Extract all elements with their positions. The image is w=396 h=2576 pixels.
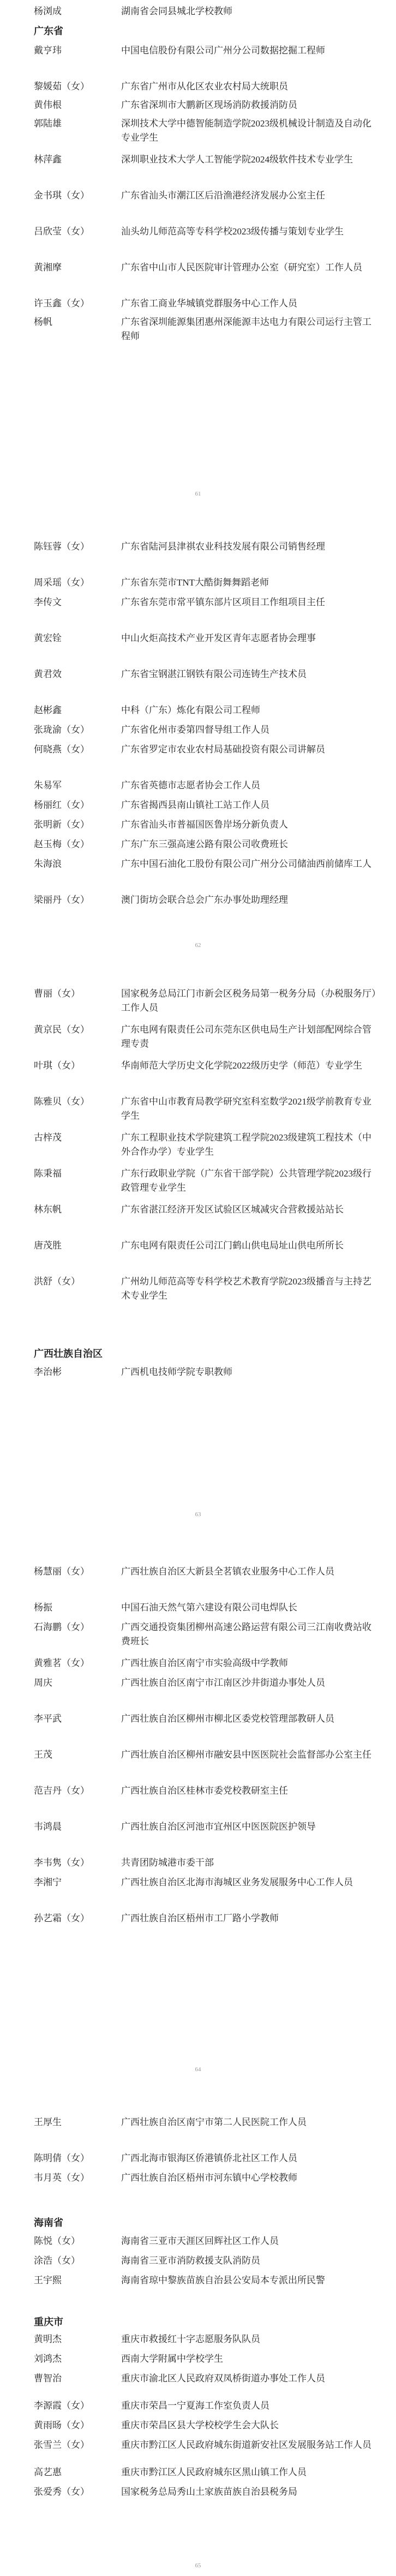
person-affiliation: 广东工程职业技术学院建筑工程学院2023级建筑工程技术（中外合作办学）专业学生 xyxy=(121,1132,371,1157)
person-affiliation: 重庆市渝北区人民政府双凤桥街道办事处工作人员 xyxy=(121,2373,325,2384)
person-name: 刘鸿杰 xyxy=(34,2354,62,2364)
person-affiliation: 广东省广州市从化区农业农村局大统职员 xyxy=(121,81,288,92)
person-affiliation: 海南省三亚市天涯区回辉社区工作人员 xyxy=(121,2236,279,2246)
person-name: 黄宏铨 xyxy=(34,633,62,643)
person-affiliation: 澳门街坊会联合总会广东办事处助理经理 xyxy=(121,895,288,905)
person-name: 黄雅茗（女） xyxy=(34,1658,89,1668)
person-affiliation: 广州幼儿师范高等专科学校艺术教育学院2023级播音与主持艺术专业学生 xyxy=(121,1276,371,1301)
person-name: 古梓茂 xyxy=(34,1132,62,1143)
province-heading: 广东省 xyxy=(34,26,63,37)
person-name: 张爱秀（女） xyxy=(34,2487,89,2497)
person-name: 赵玉梅（女） xyxy=(34,839,89,849)
person-affiliation: 广西壮族自治区北海市海城区业务发展服务中心工作人员 xyxy=(121,1877,353,1887)
person-name: 林萍鑫 xyxy=(34,154,62,165)
person-name: 高艺惠 xyxy=(34,2467,62,2477)
page-number: 65 xyxy=(195,2562,201,2569)
person-affiliation: 湖南省会同县城北学校教师 xyxy=(121,6,232,16)
person-affiliation: 广西北海市银海区侨港镇侨北社区工作人员 xyxy=(121,2153,297,2163)
person-affiliation: 汕头幼儿师范高等专科学校2023级传播与策划专业学生 xyxy=(121,226,344,237)
person-name: 唐茂胜 xyxy=(34,1240,62,1251)
person-name: 黄君效 xyxy=(34,669,62,679)
person-affiliation: 中山火炬高技术产业开发区青年志愿者协会理事 xyxy=(121,633,316,643)
person-name: 陈秉福 xyxy=(34,1168,62,1179)
person-affiliation: 中国电信股份有限公司广州分公司数据挖掘工程师 xyxy=(121,45,325,56)
person-name: 李治彬 xyxy=(34,1367,62,1377)
person-name: 石海鹏（女） xyxy=(34,1622,89,1632)
person-affiliation: 广西壮族自治区桂林市委党校教研室主任 xyxy=(121,1785,288,1796)
person-affiliation: 广西壮族自治区南宁市实验高级中学教师 xyxy=(121,1658,288,1668)
person-name: 李传文 xyxy=(34,597,62,607)
person-name: 许玉鑫（女） xyxy=(34,298,89,309)
person-name: 赵彬鑫 xyxy=(34,705,62,715)
person-affiliation: 广东中国石油化工股份有限公司广州分公司储油西前储库工人 xyxy=(121,859,371,869)
person-name: 范吉丹（女） xyxy=(34,1785,89,1796)
person-affiliation: 广东省揭西县南山镇社工站工作人员 xyxy=(121,800,269,810)
person-name: 王厚生 xyxy=(34,2117,62,2127)
person-affiliation: 广东省深圳能源集团惠州深能源丰达电力有限公司运行主管工程师 xyxy=(121,317,371,341)
person-name: 曹智治 xyxy=(34,2373,62,2384)
person-affiliation: 广东省汕头市普福国医鲁岸场分新负责人 xyxy=(121,819,288,830)
person-affiliation: 广东省东莞市常平镇东部片区项目工作组项目主任 xyxy=(121,597,325,607)
person-affiliation: 深圳技术大学中德智能制造学院2023级机械设计制造及自动化专业学生 xyxy=(121,118,371,143)
person-affiliation: 广西交通投资集团柳州高速公路运营有限公司三江南收费站收费班长 xyxy=(121,1622,371,1646)
person-affiliation: 国家税务总局秀山土家族苗族自治县税务局 xyxy=(121,2487,297,2497)
person-name: 李平武 xyxy=(34,1714,62,1724)
person-affiliation: 广东省罗定市农业农村局基础投资有限公司讲解员 xyxy=(121,744,325,755)
person-name: 孙艺霜（女） xyxy=(34,1913,89,1923)
person-affiliation: 西南大学附属中学校学生 xyxy=(121,2354,223,2364)
person-name: 张雪兰（女） xyxy=(34,2440,89,2450)
person-name: 郭陆雄 xyxy=(34,118,62,129)
person-affiliation: 重庆市荣昌一宁夏海工作室负责人员 xyxy=(121,2400,269,2411)
page-number: 64 xyxy=(195,2066,201,2073)
person-name: 黄雨旸（女） xyxy=(34,2420,89,2430)
person-name: 杨帆 xyxy=(34,317,52,327)
person-name: 周庆 xyxy=(34,1678,52,1688)
person-affiliation: 共青团防城港市委干部 xyxy=(121,1857,214,1868)
person-name: 杨丽红（女） xyxy=(34,800,89,810)
person-affiliation: 中国石油天然气第六建设有限公司电焊队长 xyxy=(121,1602,297,1613)
person-affiliation: 广西机电技师学院专职教师 xyxy=(121,1367,232,1377)
person-name: 金书琪（女） xyxy=(34,190,89,201)
person-affiliation: 广东省东莞市TNT大酷街舞舞蹈老师 xyxy=(121,577,269,588)
person-affiliation: 华南师范大学历史文化学院2022级历史学（师范）专业学生 xyxy=(121,1060,362,1071)
person-affiliation: 广西壮族自治区柳州市柳北区委党校管理部教研人员 xyxy=(121,1714,334,1724)
person-affiliation: 广西壮族自治区柳州市融安县中医医院社会监督部办公室主任 xyxy=(121,1749,371,1760)
person-name: 王宇熙 xyxy=(34,2275,62,2285)
person-affiliation: 广东省英德市志愿者协会工作人员 xyxy=(121,780,260,791)
person-affiliation: 广东省化州市委第四督导组工作人员 xyxy=(121,725,269,735)
person-name: 涂浩（女） xyxy=(34,2255,80,2266)
person-affiliation: 重庆市救援红十字志愿服务队队员 xyxy=(121,2334,260,2344)
person-name: 杨慧丽（女） xyxy=(34,1566,89,1577)
person-affiliation: 广东省湛江经济开发区试验区区城减灾合营救援站站长 xyxy=(121,1204,344,1215)
person-name: 梁丽丹（女） xyxy=(34,895,89,905)
person-name: 张珑渝（女） xyxy=(34,725,89,735)
person-name: 戴亨玮 xyxy=(34,45,62,56)
province-heading: 广西壮族自治区 xyxy=(34,1348,103,1359)
person-name: 何晓燕（女） xyxy=(34,744,89,755)
person-name: 李湘宁 xyxy=(34,1877,62,1887)
person-name: 陈悦（女） xyxy=(34,2236,80,2246)
person-affiliation: 广东电网有限责任公司江门鹤山供电局址山供电所所长 xyxy=(121,1240,344,1251)
person-affiliation: 广东省陆河县津祺农业科技发展有限公司销售经理 xyxy=(121,541,325,552)
person-name: 曹丽（女） xyxy=(34,988,80,999)
person-name: 周采瑶（女） xyxy=(34,577,89,588)
person-name: 吕欣莹（女） xyxy=(34,226,89,237)
person-name: 洪舒（女） xyxy=(34,1276,80,1287)
person-name: 杨浏成 xyxy=(34,6,62,16)
person-name: 黄京民（女） xyxy=(34,1024,89,1035)
person-affiliation: 重庆市黔江区人民政府城东区黑山镇工作人员 xyxy=(121,2467,307,2477)
person-name: 陈雅贝（女） xyxy=(34,1096,89,1107)
person-name: 朱易军 xyxy=(34,780,62,791)
person-name: 叶琪（女） xyxy=(34,1060,80,1071)
person-affiliation: 广东省工商业华城镇党群服务中心工作人员 xyxy=(121,298,297,309)
person-affiliation: 广东省深圳市大鹏新区现场消防救援消防员 xyxy=(121,100,297,110)
person-affiliation: 广东广东三强高速公路有限公司收费班长 xyxy=(121,839,288,849)
person-name: 李韦隽（女） xyxy=(34,1857,89,1868)
province-heading: 海南省 xyxy=(34,2217,63,2228)
page-number: 63 xyxy=(195,1511,201,1518)
person-affiliation: 广西壮族自治区梧州市河东镇中心学校教师 xyxy=(121,2173,297,2183)
person-affiliation: 深圳职业技术大学人工智能学院2024级软件技术专业学生 xyxy=(121,154,353,165)
person-affiliation: 广西壮族自治区河池市宜州区中医医院医护领导 xyxy=(121,1821,316,1832)
person-affiliation: 广西壮族自治区大新县全茗镇农业服务中心工作人员 xyxy=(121,1566,334,1577)
page-number: 62 xyxy=(195,942,201,949)
person-affiliation: 广西壮族自治区梧州市工厂路小学教师 xyxy=(121,1913,279,1923)
person-name: 韦月英（女） xyxy=(34,2173,89,2183)
person-name: 杨振 xyxy=(34,1602,52,1613)
person-affiliation: 广东省汕头市潮江区后沿渔港经济发展办公室主任 xyxy=(121,190,325,201)
person-affiliation: 广东省中山市人民医院审计管理办公室（研究室）工作人员 xyxy=(121,262,362,273)
person-affiliation: 广东行政职业学院（广东省干部学院）公共管理学院2023级行政管理专业学生 xyxy=(121,1168,371,1193)
person-affiliation: 海南省琼中黎族苗族自治县公安局本专派出所民警 xyxy=(121,2275,325,2285)
person-affiliation: 广东省宝钢湛江钢铁有限公司连铸生产技术员 xyxy=(121,669,307,679)
person-affiliation: 广东电网有限责任公司东莞东区供电局生产计划部配网综合管理专责 xyxy=(121,1024,371,1049)
person-name: 李源霞（女） xyxy=(34,2400,89,2411)
person-affiliation: 海南省三亚市消防救援支队消防员 xyxy=(121,2255,260,2266)
person-name: 张明新（女） xyxy=(34,819,89,830)
person-affiliation: 重庆市黔江区人民政府城东街道新安社区发展服务站工作人员 xyxy=(121,2440,371,2450)
person-affiliation: 广西壮族自治区南宁市江南区沙井街道办事处人员 xyxy=(121,1678,325,1688)
person-name: 王茂 xyxy=(34,1749,52,1760)
person-affiliation: 中科（广东）炼化有限公司工程师 xyxy=(121,705,260,715)
person-name: 朱海浪 xyxy=(34,859,62,869)
person-name: 黎媛茹（女） xyxy=(34,81,89,92)
person-affiliation: 广西壮族自治区南宁市第二人民医院工作人员 xyxy=(121,2117,307,2127)
person-affiliation: 国家税务总局江门市新会区税务局第一税务分局（办税服务厅）工作人员 xyxy=(121,988,376,1013)
person-name: 黄伟根 xyxy=(34,100,62,110)
person-name: 陈明倩（女） xyxy=(34,2153,89,2163)
person-name: 陈钰蓉（女） xyxy=(34,541,89,552)
province-heading: 重庆市 xyxy=(34,2316,63,2327)
person-name: 黄湘摩 xyxy=(34,262,62,273)
page-number: 61 xyxy=(195,491,201,497)
person-name: 韦鸿晨 xyxy=(34,1821,62,1832)
person-affiliation: 广东省中山市教育局教学研究室科室数学2021级学前教育专业学生 xyxy=(121,1096,371,1121)
person-name: 黄明杰 xyxy=(34,2334,62,2344)
person-affiliation: 重庆市荣昌区县大学校校学生会大队长 xyxy=(121,2420,279,2430)
person-name: 林东帆 xyxy=(34,1204,62,1215)
